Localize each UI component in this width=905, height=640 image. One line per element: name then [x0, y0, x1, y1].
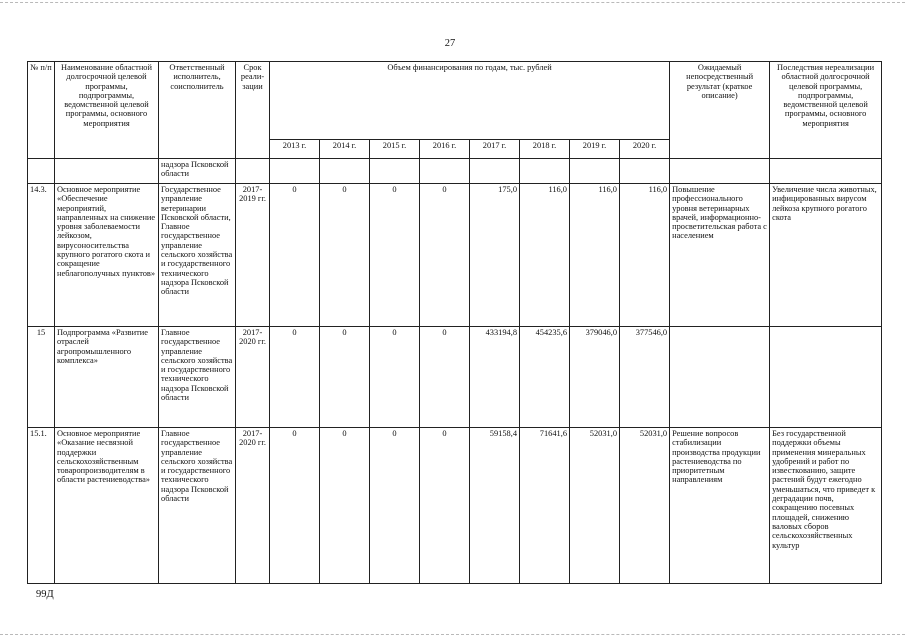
row-result — [670, 327, 770, 428]
row-consequences — [770, 327, 882, 428]
header-year: 2017 г. — [470, 140, 520, 159]
row-executor: Главное государственное управление сельского хозяйства и государственного технического надзора Псковской области — [159, 327, 236, 428]
row-value: 0 — [320, 184, 370, 327]
page-number: 27 — [444, 38, 456, 49]
row-value: 0 — [420, 428, 470, 584]
header-funding: Объем финансирования по годам, тыс. рублей — [270, 62, 670, 140]
row-result — [670, 159, 770, 184]
row-value — [420, 159, 470, 184]
program-table — [27, 61, 882, 584]
row-value: 52031,0 — [620, 428, 670, 584]
row-value: 379046,0 — [570, 327, 620, 428]
row-value — [470, 159, 520, 184]
row-value: 59158,4 — [470, 428, 520, 584]
row-executor: надзора Псковской области — [159, 159, 236, 184]
scan-top-edge — [0, 2, 905, 3]
row-value: 0 — [320, 428, 370, 584]
row-value — [570, 159, 620, 184]
header-name: Наименование областной долгосрочной целевой программы, подпрограммы, ведомственной целевой программы, основного мероприятия — [55, 62, 159, 159]
header-year: 2013 г. — [270, 140, 320, 159]
page-footer-code: 99Д — [36, 589, 54, 600]
row-value: 116,0 — [620, 184, 670, 327]
row-num — [28, 159, 55, 184]
row-term: 2017-2020 гг. — [236, 428, 270, 584]
row-value: 116,0 — [520, 184, 570, 327]
header-year: 2016 г. — [420, 140, 470, 159]
row-value: 0 — [370, 327, 420, 428]
header-year: 2018 г. — [520, 140, 570, 159]
row-value: 0 — [270, 428, 320, 584]
row-result: Решение вопросов стабилизации производства продукции растениеводства по приоритетным направлениям — [670, 428, 770, 584]
header-year: 2014 г. — [320, 140, 370, 159]
row-executor: Государственное управление ветеринарии Псковской области, Главное государственное управление сельского хозяйства и государственного технического надзора Псковской области — [159, 184, 236, 327]
row-value: 0 — [420, 327, 470, 428]
header-year: 2019 г. — [570, 140, 620, 159]
table-row — [28, 184, 882, 327]
row-value: 0 — [420, 184, 470, 327]
row-name: Основное мероприятие «Обеспечение мероприятий, направленных на снижение уровня заболеваемости лейкозом, вирусоносительства крупного рогатого скота и сокращение неблагополучных пунктов» — [55, 184, 159, 327]
row-value: 454235,6 — [520, 327, 570, 428]
row-term: 2017-2019 гг. — [236, 184, 270, 327]
row-value: 0 — [370, 428, 420, 584]
row-value — [620, 159, 670, 184]
row-value: 433194,8 — [470, 327, 520, 428]
row-value: 71641,6 — [520, 428, 570, 584]
row-num: 15 — [28, 327, 55, 428]
header-num: № п/п — [28, 62, 55, 159]
header-year: 2020 г. — [620, 140, 670, 159]
row-value — [370, 159, 420, 184]
row-name: Основное мероприятие «Оказание несвязной поддержки сельскохозяйственным товаропроизводителям в области растениеводства» — [55, 428, 159, 584]
table-row — [28, 327, 882, 428]
row-value: 0 — [270, 327, 320, 428]
row-term — [236, 159, 270, 184]
row-name: Подпрограмма «Развитие отраслей агропромышленного комплекса» — [55, 327, 159, 428]
row-value: 0 — [370, 184, 420, 327]
row-result: Повышение профессионального уровня ветеринарных врачей, информационно-просветительская работа с населением — [670, 184, 770, 327]
header-row — [28, 62, 882, 140]
row-value — [520, 159, 570, 184]
row-value — [320, 159, 370, 184]
row-value: 377546,0 — [620, 327, 670, 428]
row-consequences: Без государственной поддержки объемы применения минеральных удобрений и работ по известкованию, защите растений будут ежегодно уменьшаться, что приведет к деградации почв, сокращению посевных площадей, снижению валовых сборов сельскохозяйственных культур — [770, 428, 882, 584]
row-value: 52031,0 — [570, 428, 620, 584]
row-value: 116,0 — [570, 184, 620, 327]
scan-bottom-edge — [0, 634, 905, 635]
row-value: 0 — [270, 184, 320, 327]
row-value: 0 — [320, 327, 370, 428]
row-value — [270, 159, 320, 184]
row-name — [55, 159, 159, 184]
row-term: 2017-2020 гг. — [236, 327, 270, 428]
header-term: Срок реали-зации — [236, 62, 270, 159]
table-row — [28, 159, 882, 184]
table-row — [28, 428, 882, 584]
row-consequences: Увеличение числа животных, инфицированных вирусом лейкоза крупного рогатого скота — [770, 184, 882, 327]
header-executor: Ответственный исполнитель, соисполнитель — [159, 62, 236, 159]
row-num: 14.3. — [28, 184, 55, 327]
row-executor: Главное государственное управление сельского хозяйства и государственного технического надзора Псковской области — [159, 428, 236, 584]
row-consequences — [770, 159, 882, 184]
header-year: 2015 г. — [370, 140, 420, 159]
header-consequences: Последствия нереализации областной долгосрочной целевой программы, подпрограммы, ведомственной целевой программы, основного мероприятия — [770, 62, 882, 159]
row-num: 15.1. — [28, 428, 55, 584]
header-result: Ожидаемый непосредственный результат (краткое описание) — [670, 62, 770, 159]
row-value: 175,0 — [470, 184, 520, 327]
